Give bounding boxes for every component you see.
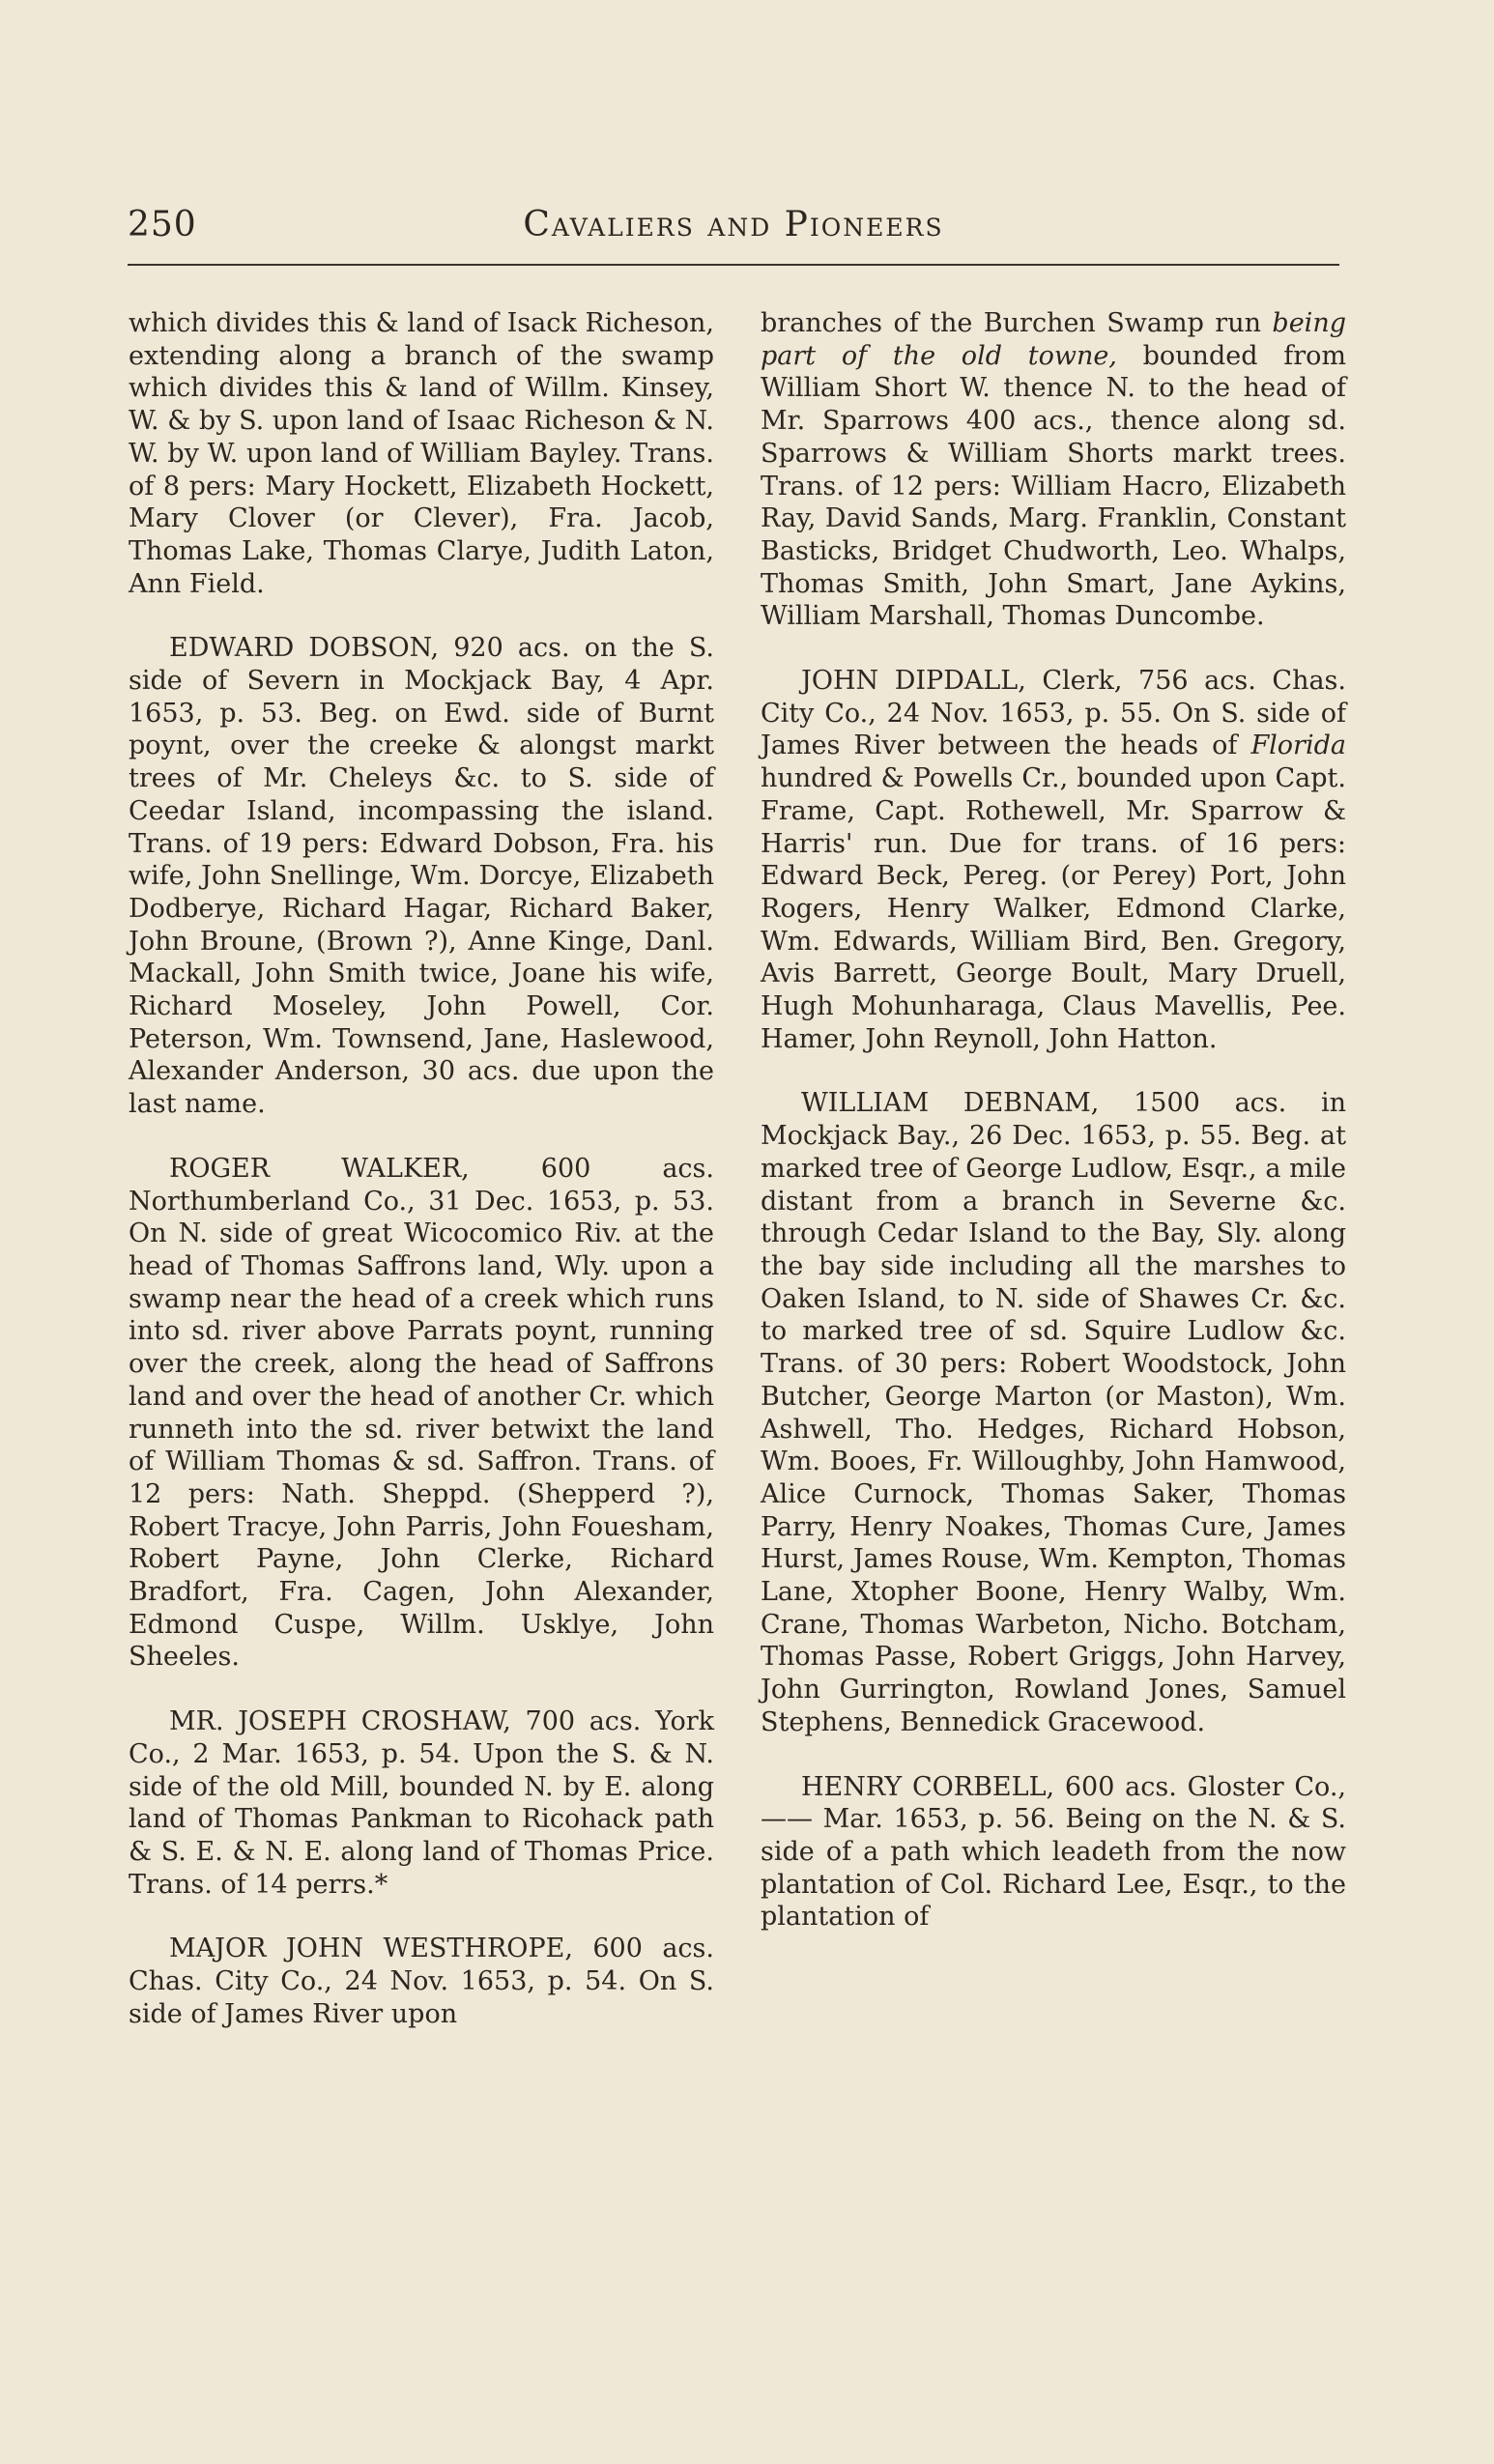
entry-joseph-croshaw: MR. JOSEPH CROSHAW, 700 acs. York Co., 2 Mar. 1653, p. 54. Upon the S. & N. side of the old Mill, bounded N. by E. along land of Thomas Pankman to Ricohack path & S. E. & N. E. along land of Thomas Price. Trans. of 14 perrs.* [129,1706,714,1900]
entry-edward-dobson: EDWARD DOBSON, 920 acs. on the S. side of Severn in Mockjack Bay, 4 Apr. 1653, p. 53. Beg. on Ewd. side of Burnt poynt, over the creeke & alongst markt trees of Mr. Cheleys &c. to S. side of Ceedar Island, incompassing the island. Trans. of 19 pers: Edward Dobson, Fra. his wife, John Snellinge, Wm. Dorcye, Elizabeth Dodberye, Richard Hagar, Richard Baker, John Broune, (Brown ?), Anne Kinge, Danl. Mackall, John Smith twice, Joane his wife, Richard Moseley, John Powell, Cor. Peterson, Wm. Townsend, Jane, Haslewood, Alexander Anderson, 30 acs. due upon the last name. [129,633,714,1120]
entry-text-post: bounded from William Short W. thence N. to the head of Mr. Sparrows 400 acs., thence along sd. Sparrows & William Shorts markt trees. Trans. of 12 pers: William Hacro, Elizabeth Ray, David Sands, Marg. Franklin, Constant Basticks, Bridget Chudworth, Leo. Whalps, Thomas Smith, John Smart, Jane Aykins, William Marshall, Thomas Duncombe. [761,340,1346,632]
page-header [128,205,1339,259]
entry-text-pre: branches of the Burchen Swamp run [761,308,1273,338]
entry-john-westhrope: MAJOR JOHN WESTHROPE, 600 acs. Chas. City Co., 24 Nov. 1653, p. 54. On S. side of James River upon [129,1934,714,2029]
entry-text-pre: WILLIAM DEBNAM, 1500 acs. in Mockjack Bay., 26 Dec. 1653, p. 55. Beg. at marked tree of George Ludlow, Esqr., a mile distant from a branch in Severne &c. through Cedar Island to the Bay, Sly. along the bay side including all the marshes to Oaken Island, to N. side of Shawes Cr. &c. to marked tree of sd. Squire Ludlow &c. Trans. of 30 pers: Robert Woodstock, John Butcher, George Marton (or Maston), Wm. Ashwell, Tho. Hedges, Richard Hobson, Wm. Booes, Fr. Willoughby, John Hamwood, Alice Curnock, Thomas Saker, Thomas Parry, Henry Noakes, Thomas Cure, James Hurst, James Rouse, Wm. Kempton, Thomas Lane, Xtopher Boone, Henry Walby, Wm. Crane, Thomas Warbeton, Nicho. Botcham, Thomas Passe, Robert Griggs, John Harvey, John Gurrington, Rowland Jones, Samuel Stephens, Bennedick Gracewood. [761,1088,1346,1737]
entry-henry-corbell [761,1771,1346,1934]
entry-text-pre: HENRY CORBELL, 600 acs. Gloster Co., —— Mar. 1653, p. 56. Being on the N. & S. side of a path which leadeth from the now plantation of Col. Richard Lee, Esqr., to the plantation of [761,1771,1346,1933]
entry-william-debnam [761,1087,1346,1738]
entry-text-post: hundred & Powells Cr., bounded upon Capt. Frame, Capt. Rothewell, Mr. Sparrow & Harris' run. Due for trans. of 16 pers: Edward Beck, Pereg. (or Perey) Port, John Rogers, Henry Walker, Edmond Clarke, Wm. Edwards, William Bird, Ben. Gregory, Avis Barrett, George Boult, Mary Druell, Hugh Mohunharaga, Claus Mavellis, Pee. Hamer, John Reynoll, John Hatton. [761,763,1346,1054]
right-column [761,307,1346,1965]
left-column [129,307,714,2062]
header-rule [128,264,1339,266]
entry-john-dipdall [761,665,1346,1055]
entry-continuation: which divides this & land of Isack Richeson, extending along a branch of the swamp which divides this & land of Willm. Kinsey, W. & by S. upon land of Isaac Richeson & N. W. by W. upon land of William Bayley. Trans. of 8 pers: Mary Hockett, Elizabeth Hockett, Mary Clover (or Clever), Fra. Jacob, Thomas Lake, Thomas Clarye, Judith Laton, Ann Field. [129,308,714,599]
entry-text-italic: being part of the old towne, [761,308,1346,371]
entry-text-italic: Florida [1250,731,1346,761]
page-number: 250 [128,205,197,244]
running-title: Cavaliers and Pioneers [523,205,944,244]
entry-continuation-right [761,307,1346,633]
entry-text-pre: JOHN DIPDALL, Clerk, 756 acs. Chas. City Co., 24 Nov. 1653, p. 55. On S. side of James River between the heads of [761,666,1346,761]
entry-roger-walker: ROGER WALKER, 600 acs. Northumberland Co., 31 Dec. 1653, p. 53. On N. side of great Wicocomico Riv. at the head of Thomas Saffrons land, Wly. upon a swamp near the head of a creek which runs into sd. river above Parrats poynt, running over the creek, along the head of Saffrons land and over the head of another Cr. which runneth into the sd. river betwixt the land of William Thomas & sd. Saffron. Trans. of 12 pers: Nath. Sheppd. (Shepperd ?), Robert Tracye, John Parris, John Fouesham, Robert Payne, John Clerke, Richard Bradfort, Fra. Cagen, John Alexander, Edmond Cuspe, Willm. Usklye, John Sheeles. [129,1153,714,1673]
